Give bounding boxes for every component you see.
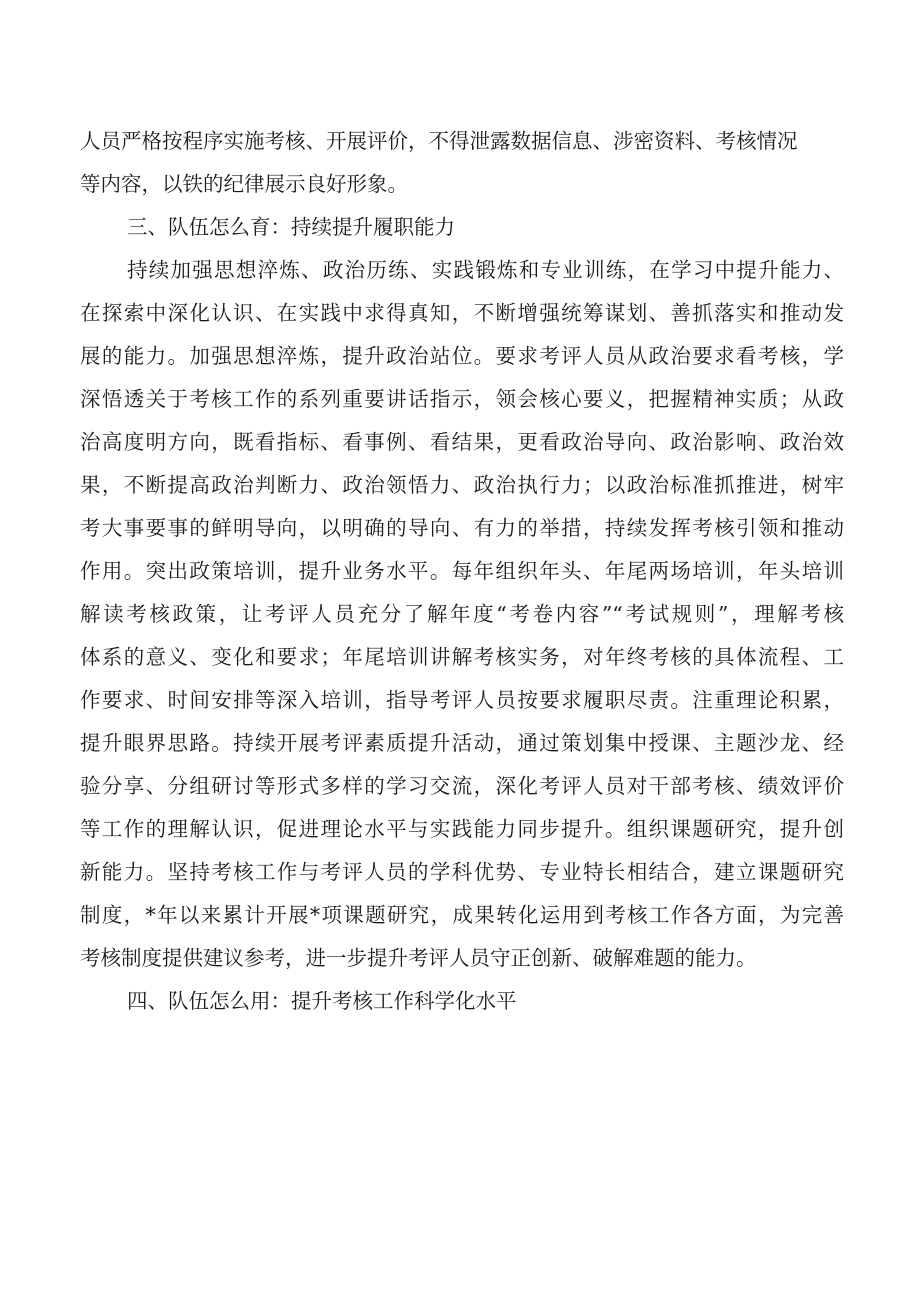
paragraph-line: 体系的意义、变化和要求；年尾培训讲解考核实务，对年终考核的具体流程、工 (80, 645, 844, 669)
paragraph-line: 考大事要事的鲜明导向，以明确的导向、有力的举措，持续发挥考核引领和推动 (80, 516, 844, 540)
paragraph-line: 解读考核政策，让考评人员充分了解年度“考卷内容”“考试规则”，理解考核 (80, 602, 844, 626)
paragraph-line: 新能力。坚持考核工作与考评人员的学科优势、专业特长相结合，建立课题研究 (80, 860, 844, 884)
paragraph-line: 制度，*年以来累计开展*项课题研究，成果转化运用到考核工作各方面，为完善 (80, 903, 844, 927)
paragraph-line: 考核制度提供建议参考，进一步提升考评人员守正创新、破解难题的能力。 (80, 946, 757, 970)
paragraph-line: 作用。突出政策培训，提升业务水平。每年组织年头、年尾两场培训，年头培训 (80, 559, 844, 583)
paragraph-line: 等工作的理解认识，促进理论水平与实践能力同步提升。组织课题研究，提升创 (80, 817, 844, 841)
paragraph-line: 治高度明方向，既看指标、看事例、看结果，更看政治导向、政治影响、政治效 (80, 430, 844, 454)
paragraph-line: 作要求、时间安排等深入培训，指导考评人员按要求履职尽责。注重理论积累， (80, 688, 844, 712)
paragraph-line: 验分享、分组研讨等形式多样的学习交流，深化考评人员对干部考核、绩效评价 (80, 774, 844, 798)
paragraph-line: 持续加强思想淬炼、政治历练、实践锻炼和专业训练，在学习中提升能力、 (127, 258, 844, 282)
section-heading-4: 四、队伍怎么用：提升考核工作科学化水平 (127, 989, 517, 1013)
paragraph-line: 提升眼界思路。持续开展考评素质提升活动，通过策划集中授课、主题沙龙、经 (80, 731, 844, 755)
paragraph-line: 果，不断提高政治判断力、政治领悟力、政治执行力；以政治标准抓推进，树牢 (80, 473, 844, 497)
paragraph-line: 人员严格按程序实施考核、开展评价，不得泄露数据信息、涉密资料、考核情况 (80, 129, 798, 153)
section-heading-3: 三、队伍怎么育：持续提升履职能力 (127, 215, 455, 239)
paragraph-line: 在探索中深化认识、在实践中求得真知，不断增强统筹谋划、善抓落实和推动发 (80, 301, 844, 325)
paragraph-line: 深悟透关于考核工作的系列重要讲话指示，领会核心要义，把握精神实质；从政 (80, 387, 844, 411)
paragraph-line: 等内容，以铁的纪律展示良好形象。 (80, 172, 408, 196)
paragraph-line: 展的能力。加强思想淬炼，提升政治站位。要求考评人员从政治要求看考核，学 (80, 344, 844, 368)
